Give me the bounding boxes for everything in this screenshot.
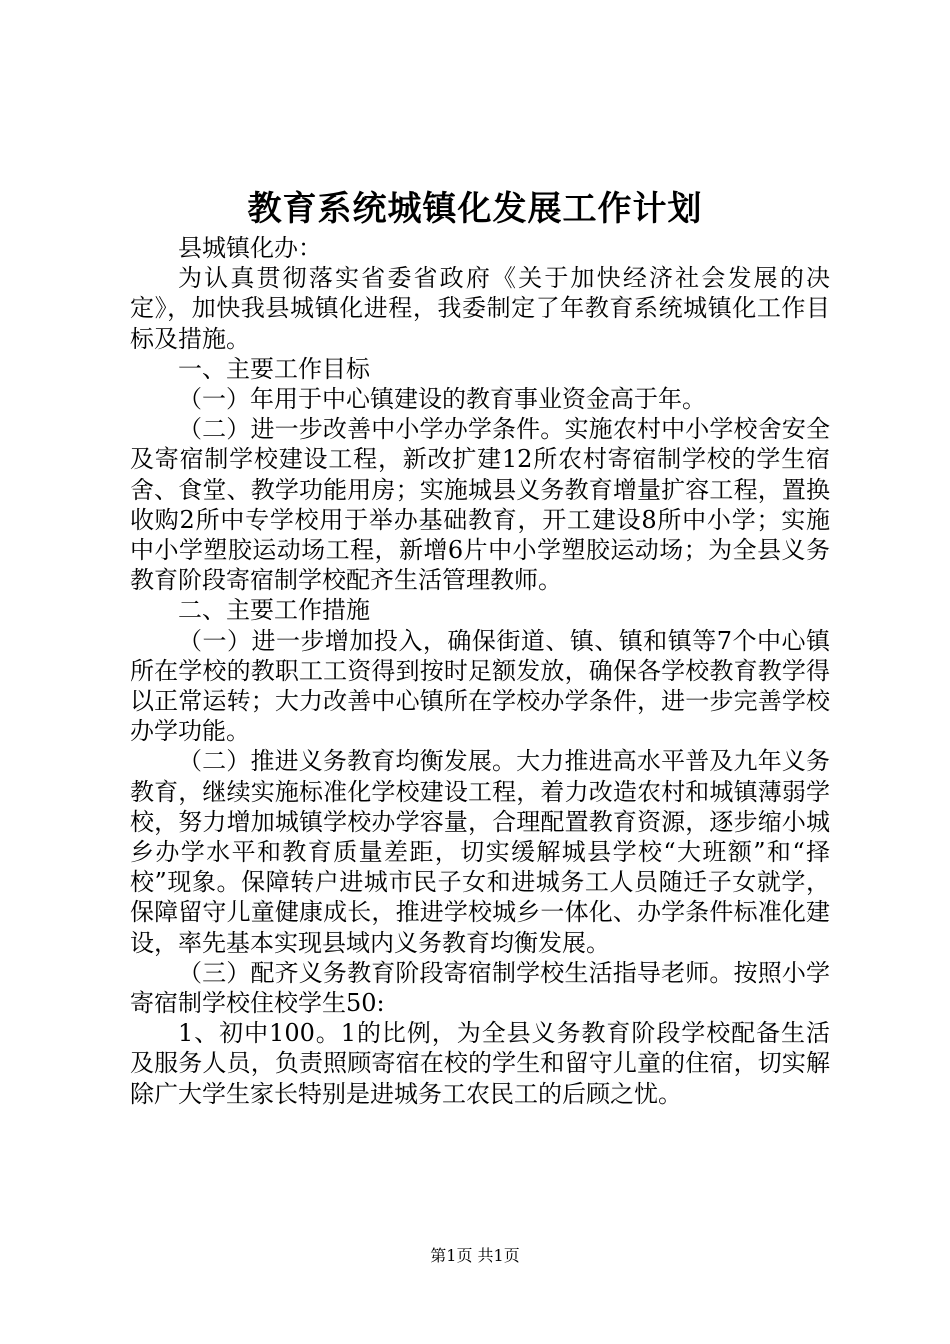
measure-item-3: （三）配齐义务教育阶段寄宿制学校生活指导老师。按照小学寄宿制学校住校学生50: bbox=[130, 958, 830, 1018]
section-heading-measures: 二、主要工作措施 bbox=[178, 596, 370, 625]
section-heading-goals: 一、主要工作目标 bbox=[178, 354, 370, 383]
measure-item-3-continued: 1、初中100。1的比例，为全县义务教育阶段学校配备生活及服务人员，负责照顾寄宿在校的学生和留守儿童的住宿，切实解除广大学生家长特别是进城务工农民工的后顾之忧。 bbox=[130, 1019, 830, 1108]
salutation: 县城镇化办： bbox=[178, 234, 322, 262]
intro-paragraph: 为认真贯彻落实省委省政府《关于加快经济社会发展的决定》，加快我县城镇化进程，我委制定了年教育系统城镇化工作目标及措施。 bbox=[130, 264, 830, 353]
measure-item-2: （二）推进义务教育均衡发展。大力推进高水平普及九年义务教育，继续实施标准化学校建设工程，着力改造农村和城镇薄弱学校，努力增加城镇学校办学容量，合理配置教育资源，逐步缩小城乡办学水平和教育质量差距，切实缓解城县学校“大班额”和“择校”现象。保障转户进城市民子女和进城务工人员随迁子女就学，保障留守儿童健康成长，推进学校城乡一体化、办学条件标准化建设，率先基本实现县域内义务教育均衡发展。 bbox=[130, 747, 830, 957]
goal-item-1: （一）年用于中心镇建设的教育事业资金高于年。 bbox=[178, 385, 706, 414]
page-number-footer: 第1页 共1页 bbox=[430, 1246, 520, 1265]
measure-item-1: （一）进一步增加投入，确保街道、镇、镇和镇等7个中心镇所在学校的教职工工资得到按时足额发放，确保各学校教育教学得以正常运转；大力改善中心镇所在学校办学条件，进一步完善学校办学功能。 bbox=[130, 626, 830, 746]
document-body bbox=[130, 233, 830, 1109]
goal-item-2: （二）进一步改善中小学办学条件。实施农村中小学校舍安全及寄宿制学校建设工程，新改扩建12所农村寄宿制学校的学生宿舍、食堂、教学功能用房；实施城县义务教育增量扩容工程，置换收购2所中专学校用于举办基础教育，开工建设8所中小学；实施中小学塑胶运动场工程，新增6片中小学塑胶运动场；为全县义务教育阶段寄宿制学校配齐生活管理教师。 bbox=[130, 415, 830, 595]
document-title: 教育系统城镇化发展工作计划 bbox=[247, 189, 703, 229]
